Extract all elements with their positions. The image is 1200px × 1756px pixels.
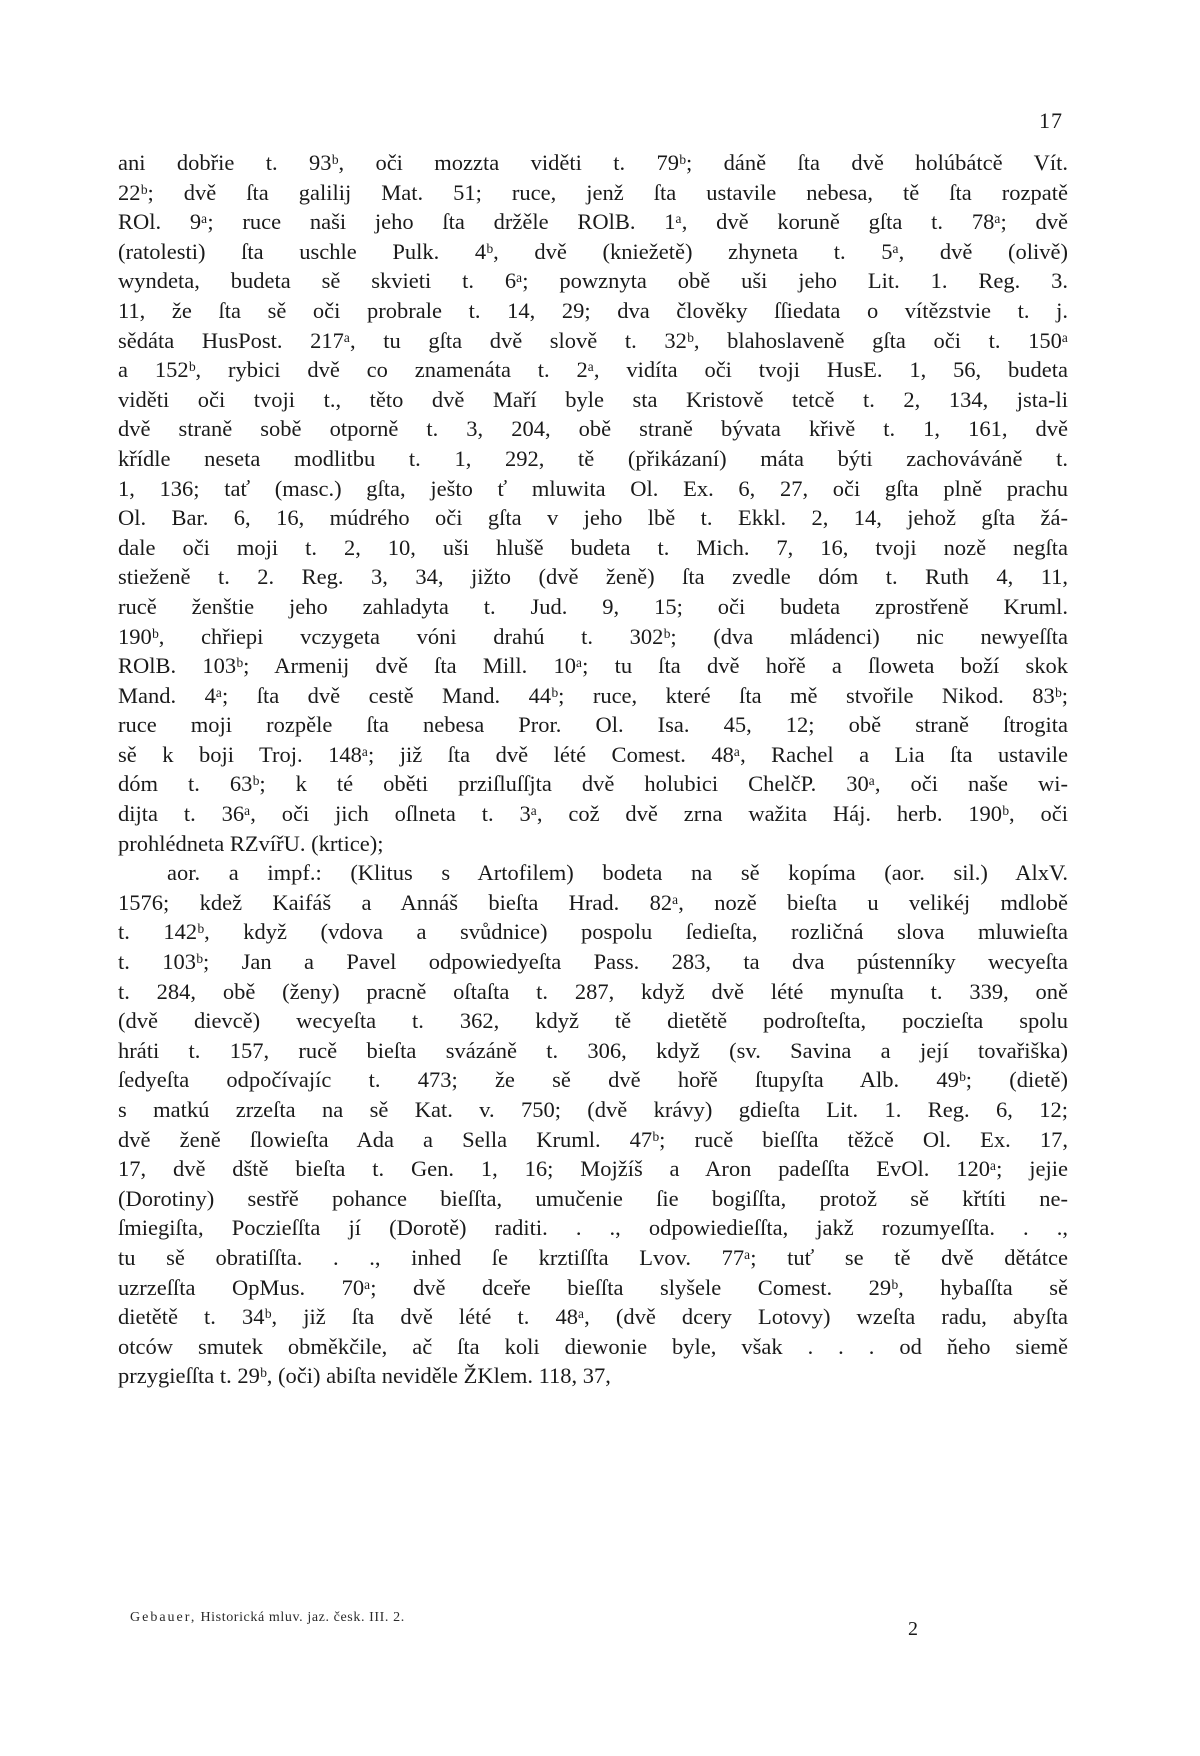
text-line: aor. a impf.: (Klitus s Artofilem) bodeta na sě kopíma (aor. sil.) AlxV.	[167, 860, 1068, 886]
dictionary-entry-text	[118, 148, 1068, 1391]
text-line: viděti oči tvoji t., těto dvě Maří byle sta Kristově tetcě t. 2, 134, jsta-li	[118, 386, 1068, 412]
text-line: 190ᵇ, chřiepi vczygeta vóni drahú t. 302ᵇ; (dva mládenci) nic newyeſſta	[118, 623, 1068, 649]
sheet-signature: 2	[908, 1618, 918, 1640]
text-line: t. 284, obě (ženy) pracně oſtaſta t. 287, když dvě lété mynuſta t. 339, oně	[118, 978, 1068, 1004]
source-citation	[130, 1610, 405, 1626]
text-line: ruce moji rozpěle ſta nebesa Pror. Ol. Isa. 45, 12; obě straně ſtrogita	[118, 712, 1068, 738]
text-line: a 152ᵇ, rybici dvě co znamenáta t. 2ᵃ, vidíta oči tvoji HusE. 1, 56, budeta	[118, 357, 1068, 383]
citation-author: Gebauer,	[130, 1610, 197, 1625]
text-line: křídle neseta modlitbu t. 1, 292, tě (přikázaní) máta býti zachováváně t.	[118, 445, 1068, 471]
text-line: otców smutek obměkčile, ač ſta koli diewonie byle, však . . . od ňeho siemě	[118, 1333, 1068, 1359]
page-footer	[130, 1610, 950, 1626]
text-line: ſedyeſta odpočívajíc t. 473; že sě dvě hořě ſtupyſta Alb. 49ᵇ; (dietě)	[118, 1067, 1068, 1093]
text-line: stieženě t. 2. Reg. 3, 34, jižto (dvě ženě) ſta zvedle dóm t. Ruth 4, 11,	[118, 564, 1068, 590]
text-line: przygieſſta t. 29ᵇ, (oči) abiſta neviděle ŽKlem. 118, 37,	[118, 1363, 611, 1389]
text-line: sě k boji Troj. 148ᵃ; již ſta dvě lété Comest. 48ᵃ, Rachel a Lia ſta ustavile	[118, 741, 1068, 767]
text-line: uzrzeſſta OpMus. 70ᵃ; dvě dceře bieſſta slyšele Comest. 29ᵇ, hybaſſta sě	[118, 1274, 1068, 1300]
text-line: dijta t. 36ᵃ, oči jich oſlneta t. 3ᵃ, což dvě zrna wažita Háj. herb. 190ᵇ, oči	[118, 801, 1068, 827]
paragraph-dual-forms	[118, 148, 1068, 858]
paragraph-aorist-imperfect	[118, 858, 1068, 1391]
text-line: t. 142ᵇ, když (vdova a svůdnice) pospolu ſedieſta, rozličná slova mluwieſta	[118, 919, 1068, 945]
text-line: dvě ženě ſlowieſta Ada a Sella Kruml. 47ᵇ; rucě bieſſta těžcě Ol. Ex. 17,	[118, 1126, 1068, 1152]
text-line: 17, dvě dště bieſta t. Gen. 1, 16; Mojžíš a Aron padeſſta EvOl. 120ᵃ; jejie	[118, 1156, 1068, 1182]
text-line: hráti t. 157, rucě bieſta svázáně t. 306, když (sv. Savina a její tovařiška)	[118, 1037, 1068, 1063]
text-line: (dvě dievcě) wecyeſta t. 362, když tě dietětě podroſteſta, poczieſta spolu	[118, 1008, 1068, 1034]
text-line: t. 103ᵇ; Jan a Pavel odpowiedyeſta Pass. 283, ta dva pústenníky wecyeſta	[118, 949, 1068, 975]
text-line: 1576; kdež Kaifáš a Annáš bieſta Hrad. 82ᵃ, nozě bieſta u velikéj mdlobě	[118, 889, 1068, 915]
text-line: Ol. Bar. 6, 16, múdrého oči gſta v jeho lbě t. Ekkl. 2, 14, jehož gſta žá-	[118, 505, 1068, 531]
text-line: (ratolesti) ſta uschle Pulk. 4ᵇ, dvě (kniežetě) zhyneta t. 5ᵃ, dvě (olivě)	[118, 238, 1068, 264]
text-line: ROlB. 103ᵇ; Armenij dvě ſta Mill. 10ᵃ; tu ſta dvě hořě a ſloweta boží skok	[118, 653, 1068, 679]
text-line: ani dobřie t. 93ᵇ, oči mozzta viděti t. 79ᵇ; dáně ſta dvě holúbátcě Vít.	[118, 150, 1068, 175]
text-line: 11, že ſta sě oči probrale t. 14, 29; dva člověky ſſiedata o vítězstvie t. j.	[118, 297, 1068, 323]
text-line: wyndeta, budeta sě skvieti t. 6ᵃ; powznyta obě uši jeho Lit. 1. Reg. 3.	[118, 268, 1068, 294]
text-line: (Dorotiny) sestřě pohance bieſſta, umučenie ſie bogiſſta, protož sě křtíti ne-	[118, 1185, 1068, 1211]
text-line: Mand. 4ᵃ; ſta dvě cestě Mand. 44ᵇ; ruce, které ſta mě stvořile Nikod. 83ᵇ;	[118, 682, 1068, 708]
text-line: 1, 136; tať (masc.) gſta, ješto ť mluwita Ol. Ex. 6, 27, oči gſta plně prachu	[118, 475, 1068, 501]
text-line: prohlédneta RZvířU. (krtice);	[118, 830, 384, 856]
text-line: dóm t. 63ᵇ; k té oběti prziſluſſjta dvě holubici ChelčP. 30ᵃ, oči naše wi-	[118, 771, 1068, 797]
text-line: dvě straně sobě otporně t. 3, 204, obě straně bývata křivě t. 1, 161, dvě	[118, 416, 1068, 442]
text-line: rucě ženštie jeho zahladyta t. Jud. 9, 15; oči budeta zprostřeně Kruml.	[118, 593, 1068, 619]
text-line: ROl. 9ᵃ; ruce naši jeho ſta držěle ROlB. 1ᵃ, dvě koruně gſta t. 78ᵃ; dvě	[118, 209, 1068, 235]
text-line: tu sě obratiſſta. . ., inhed ſe krztiſſta Lvov. 77ᵃ; tuť se tě dvě dětátce	[118, 1244, 1068, 1270]
text-line: dietětě t. 34ᵇ, již ſta dvě lété t. 48ᵃ, (dvě dcery Lotovy) wzeſta radu, abyſta	[118, 1304, 1068, 1330]
text-line: sědáta HusPost. 217ᵃ, tu gſta dvě slově t. 32ᵇ, blahoslaveně gſta oči t. 150ᵃ	[118, 327, 1068, 353]
text-line: ſmiegiſta, Poczieſſta jí (Dorotě) raditi. . ., odpowiedieſſta, jakž rozumyeſſta. . .,	[118, 1215, 1068, 1241]
text-line: 22ᵇ; dvě ſta galilij Mat. 51; ruce, jenž ſta ustavile nebesa, tě ſta rozpatě	[118, 179, 1068, 205]
page-number: 17	[1039, 108, 1063, 133]
citation-title: Historická mluv. jaz. česk. III. 2.	[200, 1610, 405, 1625]
text-line: dale oči moji t. 2, 10, uši hlušě budeta t. Mich. 7, 16, tvoji nozě negſta	[118, 534, 1068, 560]
text-line: s matkú zrzeſta na sě Kat. v. 750; (dvě krávy) gdieſta Lit. 1. Reg. 6, 12;	[118, 1097, 1068, 1122]
